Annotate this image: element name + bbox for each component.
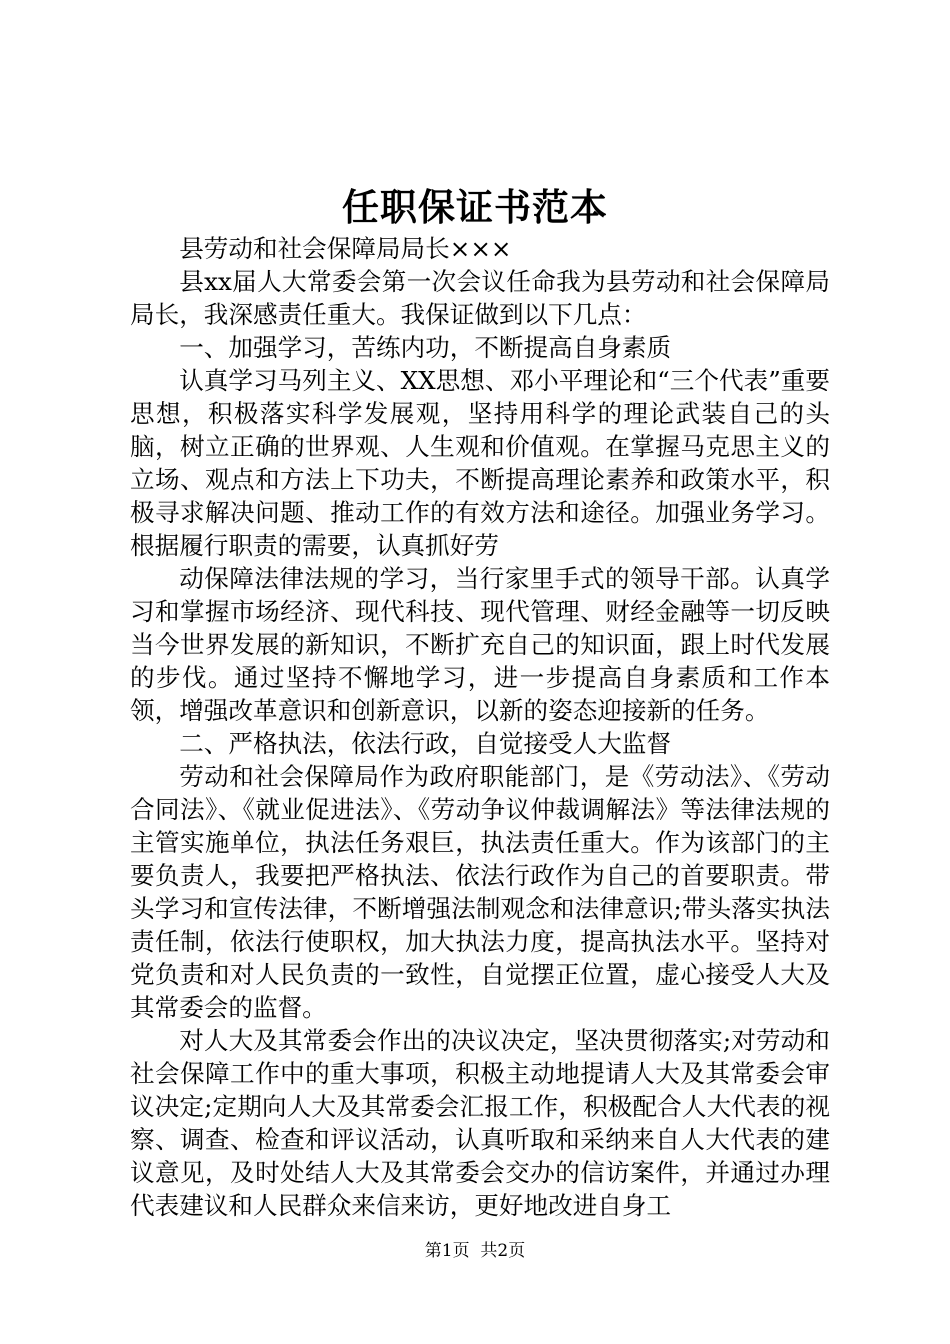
document-body [130, 232, 830, 1222]
section-heading-2: 二、严格执法，依法行政，自觉接受人大监督 [179, 729, 672, 758]
body-paragraph: 劳动和社会保障局作为政府职能部门，是《劳动法》、《劳动合同法》、《就业促进法》、《劳动争议仲裁调解法》等法律法规的主管实施单位，执法任务艰巨，执法责任重大。作为该部门的主要负责人，我要把严格执法、依法行政作为自己的首要职责。带头学习和宣传法律，不断增强法制观念和法律意识;带头落实执法责任制，依法行使职权，加大执法力度，提高执法水平。坚持对党负责和对人民负责的一致性，自觉摆正位置，虚心接受人大及其常委会的监督。 [130, 762, 830, 1022]
page-footer [0, 1240, 950, 1262]
section-heading-1: 一、加强学习，苦练内功，不断提高自身素质 [179, 333, 672, 362]
page-number-label: 第1页 共2页 [424, 1241, 526, 1261]
body-paragraph: 对人大及其常委会作出的决议决定，坚决贯彻落实;对劳动和社会保障工作中的重大事项，积极主动地提请人大及其常委会审议决定;定期向人大及其常委会汇报工作，积极配合人大代表的视察、调查、检查和评议活动，认真听取和采纳来自人大代表的建议意见，及时处结人大及其常委会交办的信访案件，并通过办理代表建议和人民群众来信来访，更好地改进自身工 [130, 1026, 830, 1220]
page-title: 任职保证书范本 [342, 185, 608, 229]
intro-paragraph: 县xx届人大常委会第一次会议任命我为县劳动和社会保障局局长，我深感责任重大。我保证做到以下几点： [130, 267, 830, 329]
addressee-line: 县劳动和社会保障局局长××× [179, 234, 512, 263]
body-paragraph: 动保障法律法规的学习，当行家里手式的领导干部。认真学习和掌握市场经济、现代科技、现代管理、财经金融等一切反映当今世界发展的新知识，不断扩充自己的知识面，跟上时代发展的步伐。通过坚持不懈地学习，进一步提高自身素质和工作本领，增强改革意识和创新意识，以新的姿态迎接新的任务。 [130, 564, 830, 725]
body-paragraph: 认真学习马列主义、XX思想、邓小平理论和“三个代表”重要思想，积极落实科学发展观，坚持用科学的理论武装自己的头脑，树立正确的世界观、人生观和价值观。在掌握马克思主义的立场、观点和方法上下功夫，不断提高理论素养和政策水平，积极寻求解决问题、推动工作的有效方法和途径。加强业务学习。根据履行职责的需要，认真抓好劳 [130, 366, 830, 560]
